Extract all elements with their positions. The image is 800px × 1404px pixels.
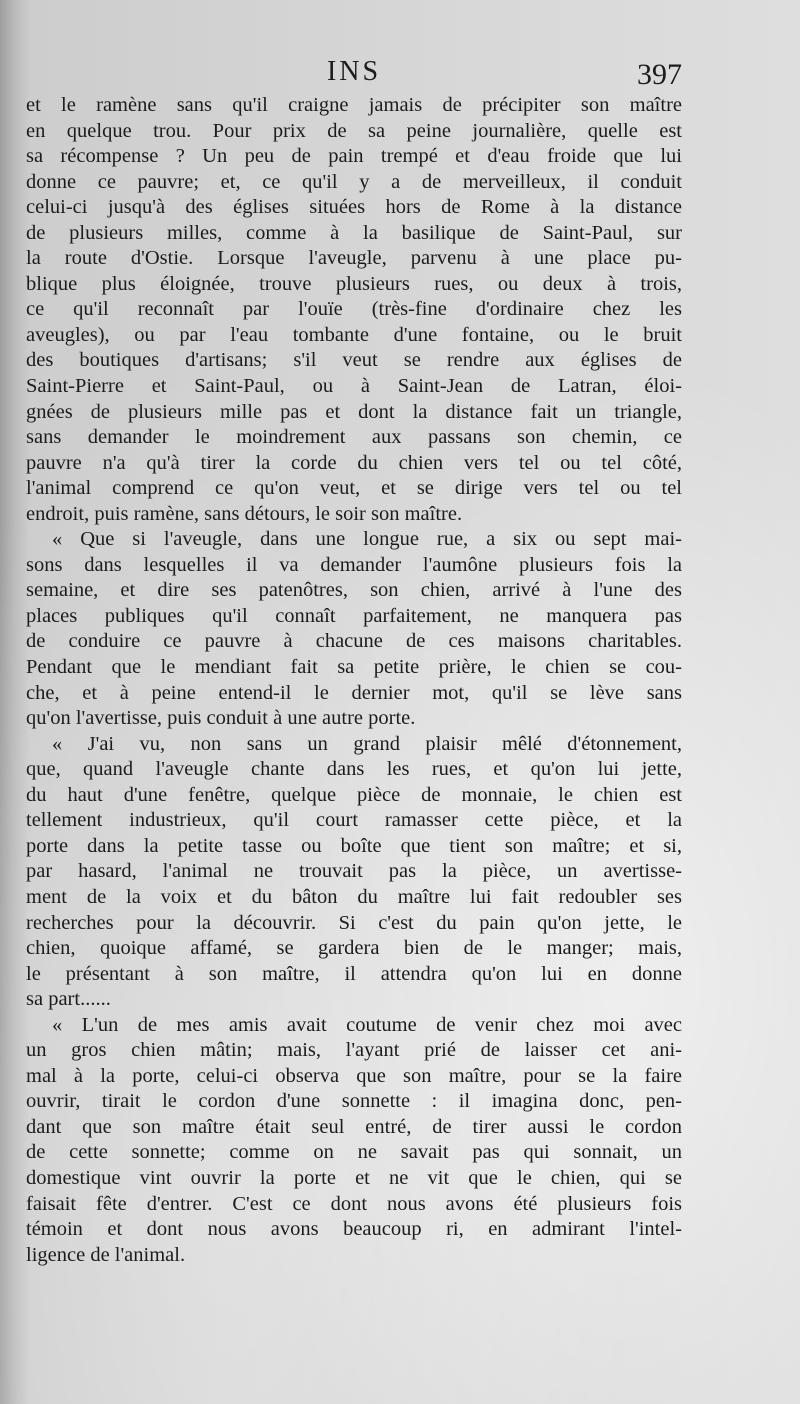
text-line: ligence de l'animal.: [26, 1243, 186, 1266]
text-line: sa part......: [26, 988, 111, 1011]
running-head: INS: [326, 56, 382, 87]
text-line: qu'on l'avertisse, puis conduit à une autre porte.: [26, 707, 416, 730]
text-line: témoin et dont nous avons beaucoup ri, en admirant l'intel-: [26, 1218, 682, 1241]
text-line: chien, quoique affamé, se gardera bien de le manger; mais,: [26, 937, 682, 960]
text-line: des boutiques d'artisans; s'il veut se rendre aux églises de: [26, 349, 682, 372]
text-line: l'animal comprend ce qu'on veut, et se dirige vers tel ou tel: [26, 477, 682, 500]
text-line: gnées de plusieurs mille pas et dont la distance fait un triangle,: [26, 400, 682, 423]
text-line: que, quand l'aveugle chante dans les rues, et qu'on lui jette,: [26, 758, 682, 781]
text-line: « J'ai vu, non sans un grand plaisir mêlé d'étonnement,: [52, 732, 682, 755]
text-line: faisait fête d'entrer. C'est ce dont nous avons été plusieurs fois: [26, 1192, 682, 1215]
text-line: sons dans lesquelles il va demander l'aumône plusieurs fois la: [26, 553, 682, 576]
text-line: Saint-Pierre et Saint-Paul, ou à Saint-Jean de Latran, éloi-: [26, 375, 682, 398]
body-text: [26, 93, 682, 1268]
text-line: Pendant que le mendiant fait sa petite prière, le chien se cou-: [26, 656, 682, 679]
text-line: endroit, puis ramène, sans détours, le soir son maître.: [26, 502, 463, 525]
paragraph: [26, 93, 682, 527]
text-line: la route d'Ostie. Lorsque l'aveugle, parvenu à une place pu-: [26, 247, 682, 270]
text-line: « Que si l'aveugle, dans une longue rue, a six ou sept mai-: [52, 528, 682, 551]
page-number: 397: [637, 58, 682, 91]
text-line: et le ramène sans qu'il craigne jamais de précipiter son maître: [26, 94, 682, 116]
text-line: un gros chien mâtin; mais, l'ayant prié de laisser cet ani-: [26, 1039, 682, 1062]
text-line: places publiques qu'il connaît parfaitement, ne manquera pas: [26, 604, 682, 627]
text-line: du haut d'une fenêtre, quelque pièce de monnaie, le chien est: [26, 783, 682, 806]
page-header: [26, 56, 682, 92]
text-line: « L'un de mes amis avait coutume de venir chez moi avec: [52, 1013, 682, 1036]
text-line: recherches pour la découvrir. Si c'est du pain qu'on jette, le: [26, 911, 682, 934]
text-line: ce qu'il reconnaît par l'ouïe (très-fine d'ordinaire chez les: [26, 298, 682, 321]
text-line: de conduire ce pauvre à chacune de ces maisons charitables.: [26, 630, 682, 653]
text-line: domestique vint ouvrir la porte et ne vit que le chien, qui se: [26, 1166, 682, 1189]
text-line: sans demander le moindrement aux passans son chemin, ce: [26, 426, 682, 449]
paragraph: [26, 527, 682, 731]
text-line: dant que son maître était seul entré, de tirer aussi le cordon: [26, 1115, 682, 1138]
text-line: donne ce pauvre; et, ce qu'il y a de merveilleux, il conduit: [26, 170, 682, 193]
text-line: ouvrir, tirait le cordon d'une sonnette : il imagina donc, pen-: [26, 1090, 682, 1113]
text-line: sa récompense ? Un peu de pain trempé et d'eau froide que lui: [26, 145, 682, 168]
paragraph: [26, 732, 682, 1013]
text-line: en quelque trou. Pour prix de sa peine journalière, quelle est: [26, 119, 682, 142]
text-line: ment de la voix et du bâton du maître lui fait redoubler ses: [26, 885, 682, 908]
text-line: celui-ci jusqu'à des églises situées hors de Rome à la distance: [26, 196, 682, 219]
text-line: le présentant à son maître, il attendra qu'on lui en donne: [26, 962, 682, 985]
text-line: pauvre n'a qu'à tirer la corde du chien vers tel ou tel côté,: [26, 451, 682, 474]
text-line: tellement industrieux, qu'il court ramasser cette pièce, et la: [26, 809, 682, 832]
text-line: de cette sonnette; comme on ne savait pas qui sonnait, un: [26, 1141, 682, 1164]
paragraph: [26, 1013, 682, 1268]
text-line: de plusieurs milles, comme à la basilique de Saint-Paul, sur: [26, 221, 682, 244]
text-line: che, et à peine entend-il le dernier mot, qu'il se lève sans: [26, 681, 682, 704]
text-line: par hasard, l'animal ne trouvait pas la pièce, un avertisse-: [26, 860, 682, 883]
text-line: blique plus éloignée, trouve plusieurs rues, ou deux à trois,: [26, 272, 682, 295]
text-line: porte dans la petite tasse ou boîte que tient son maître; et si,: [26, 834, 682, 857]
text-line: mal à la porte, celui-ci observa que son maître, pour se la faire: [26, 1064, 682, 1087]
text-line: aveugles), ou par l'eau tombante d'une fontaine, ou le bruit: [26, 323, 682, 346]
text-line: semaine, et dire ses patenôtres, son chien, arrivé à l'une des: [26, 579, 682, 602]
